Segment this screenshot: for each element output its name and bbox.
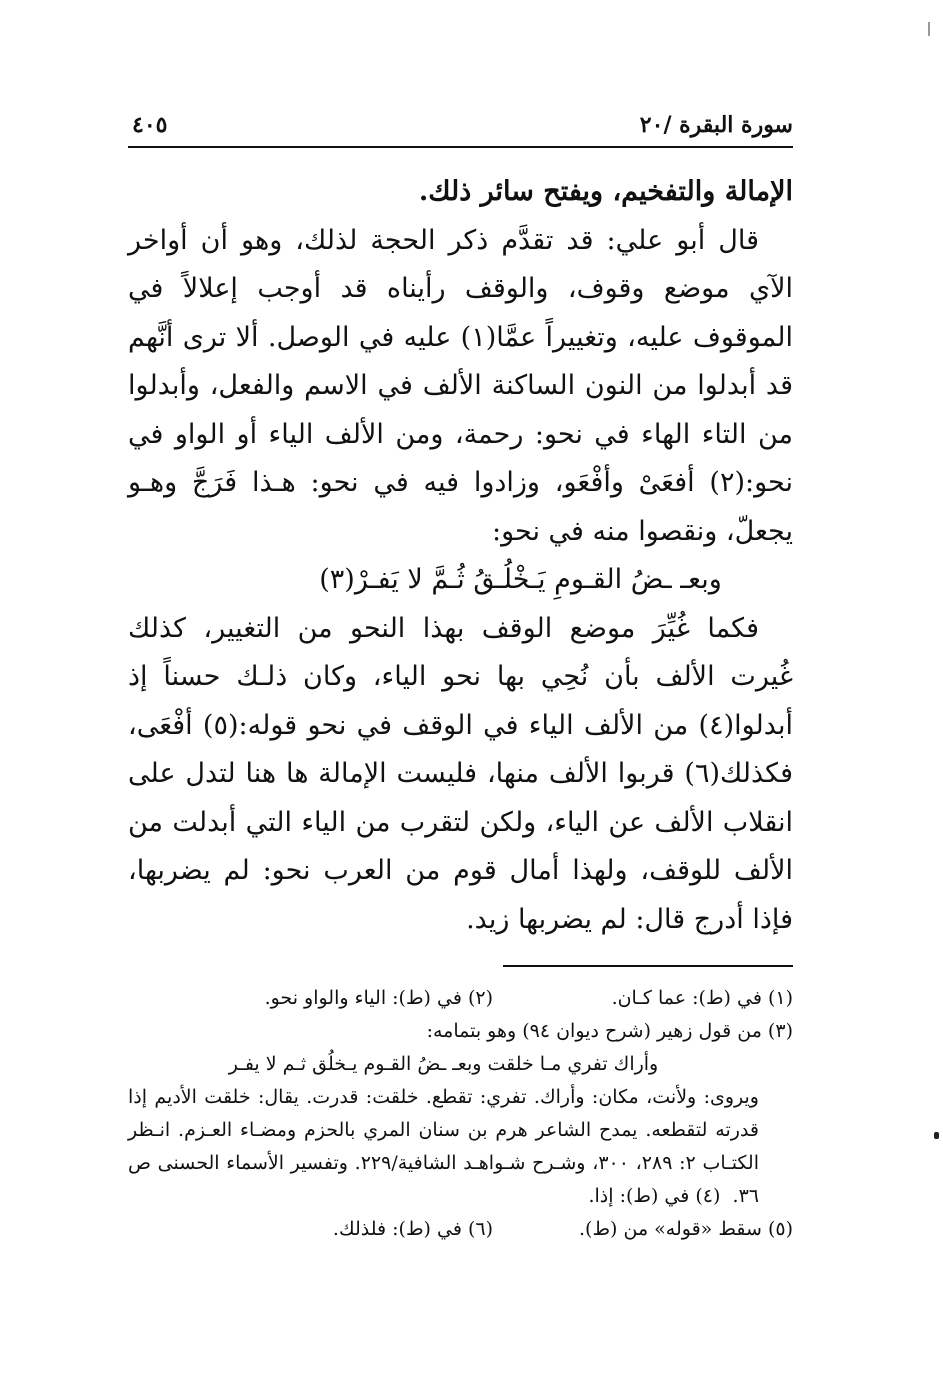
footnote-3-body bbox=[128, 1048, 793, 1213]
footnote-3-text bbox=[128, 1081, 759, 1213]
footnote-divider bbox=[503, 965, 793, 967]
footnote-row-1 bbox=[128, 982, 793, 1015]
footnote-6: (٦) في (ط): فلذلك. bbox=[332, 1218, 493, 1240]
footnote-3-intro: (٣) من قول زهير (شرح ديوان ٩٤) وهو بتمامه: bbox=[426, 1020, 793, 1042]
paragraph-1: قال أبو علي: قد تقدَّم ذكر الحجة لذلك، وهو أن أواخر الآي موضع وقوف، والوقف رأيناه قد أوجب إعلالاً في الموقوف عليه، وتغييراً عمَّا(١) عليه في الوصل. ألا ترى أنَّهم قد أبدلوا من النون الساكنة الألف في الاسم والفعل، وأبدلوا من التاء الهاء في نحو: رحمة، ومن الألف الياء أو الواو في نحو:(٢) أفعَىْ وأفْعَو، وزادوا فيه في نحو: هـذا فَرَجَّ وهـو يجعلّ، ونقصوا منه في نحو: bbox=[128, 224, 793, 547]
main-text bbox=[128, 168, 793, 944]
scan-speck bbox=[934, 1132, 939, 1139]
footnote-1: (١) في (ط): عما كـان. bbox=[611, 987, 793, 1009]
footnote-3-verse: وأراك تفري مـا خلقت وبعـ ـضُ القـوم يـخلُق ثـم لا يفـر bbox=[228, 1053, 659, 1075]
footnote-2: (٢) في (ط): الياء والواو نحو. bbox=[264, 987, 493, 1009]
poetry-verse: وبعـ ـضُ القـومِ يَـخْلُـقُ ثُـمَّ لا يَفـرْ(٣) bbox=[319, 564, 722, 595]
footnote-row-3 bbox=[128, 1213, 793, 1246]
footnote-4: (٤) في (ط): إذا. bbox=[588, 1185, 721, 1207]
paragraph-2: فكما غُيِّرَ موضع الوقف بهذا النحو من التغيير، كذلك غُيرت الألف بأن نُحِي بها نحو الياء، وكان ذلـك حسناً إذ أبدلوا(٤) من الألف الياء في الوقف في نحو قوله:(٥) أفْعَى، فكذلك(٦) قربوا الألف منها، فليست الإمالة ها هنا لتدل على انقلاب الألف عن الياء، ولكن لتقرب من الياء التي أبدلت من الألف للوقف، ولهذا أمال قوم من العرب نحو: لم يضربها، فإذا أدرج قال: لم يضربها زيد. bbox=[128, 612, 793, 935]
page-header bbox=[128, 106, 793, 148]
footnote-5: (٥) سقط «قوله» من (ط). bbox=[579, 1218, 793, 1240]
footnotes bbox=[128, 982, 793, 1246]
opening-line: الإمالة والتفخيم، ويفتح سائر ذلك. bbox=[418, 176, 793, 207]
page-number: ٤٠٥ bbox=[132, 112, 168, 138]
running-title: سورة البقرة /٢٠ bbox=[639, 112, 793, 138]
scan-mark bbox=[928, 22, 930, 36]
footnote-3-commentary: ويروى: ولأنت، مكان: وأراك. تفري: تقطع. خلقت: قدرت. يقال: خلقت الأديم إذا قدرته لتقطعه. يمدح الشاعر هرم بن سنان المري بالحزم ومضـاء العـزم. انـظر الكتـاب ٢: ٢٨٩، ٣٠٠، وشـرح شـواهـد الشافية/٢٢٩. وتفسير الأسماء الحسنى ص ٣٦. bbox=[128, 1086, 759, 1207]
